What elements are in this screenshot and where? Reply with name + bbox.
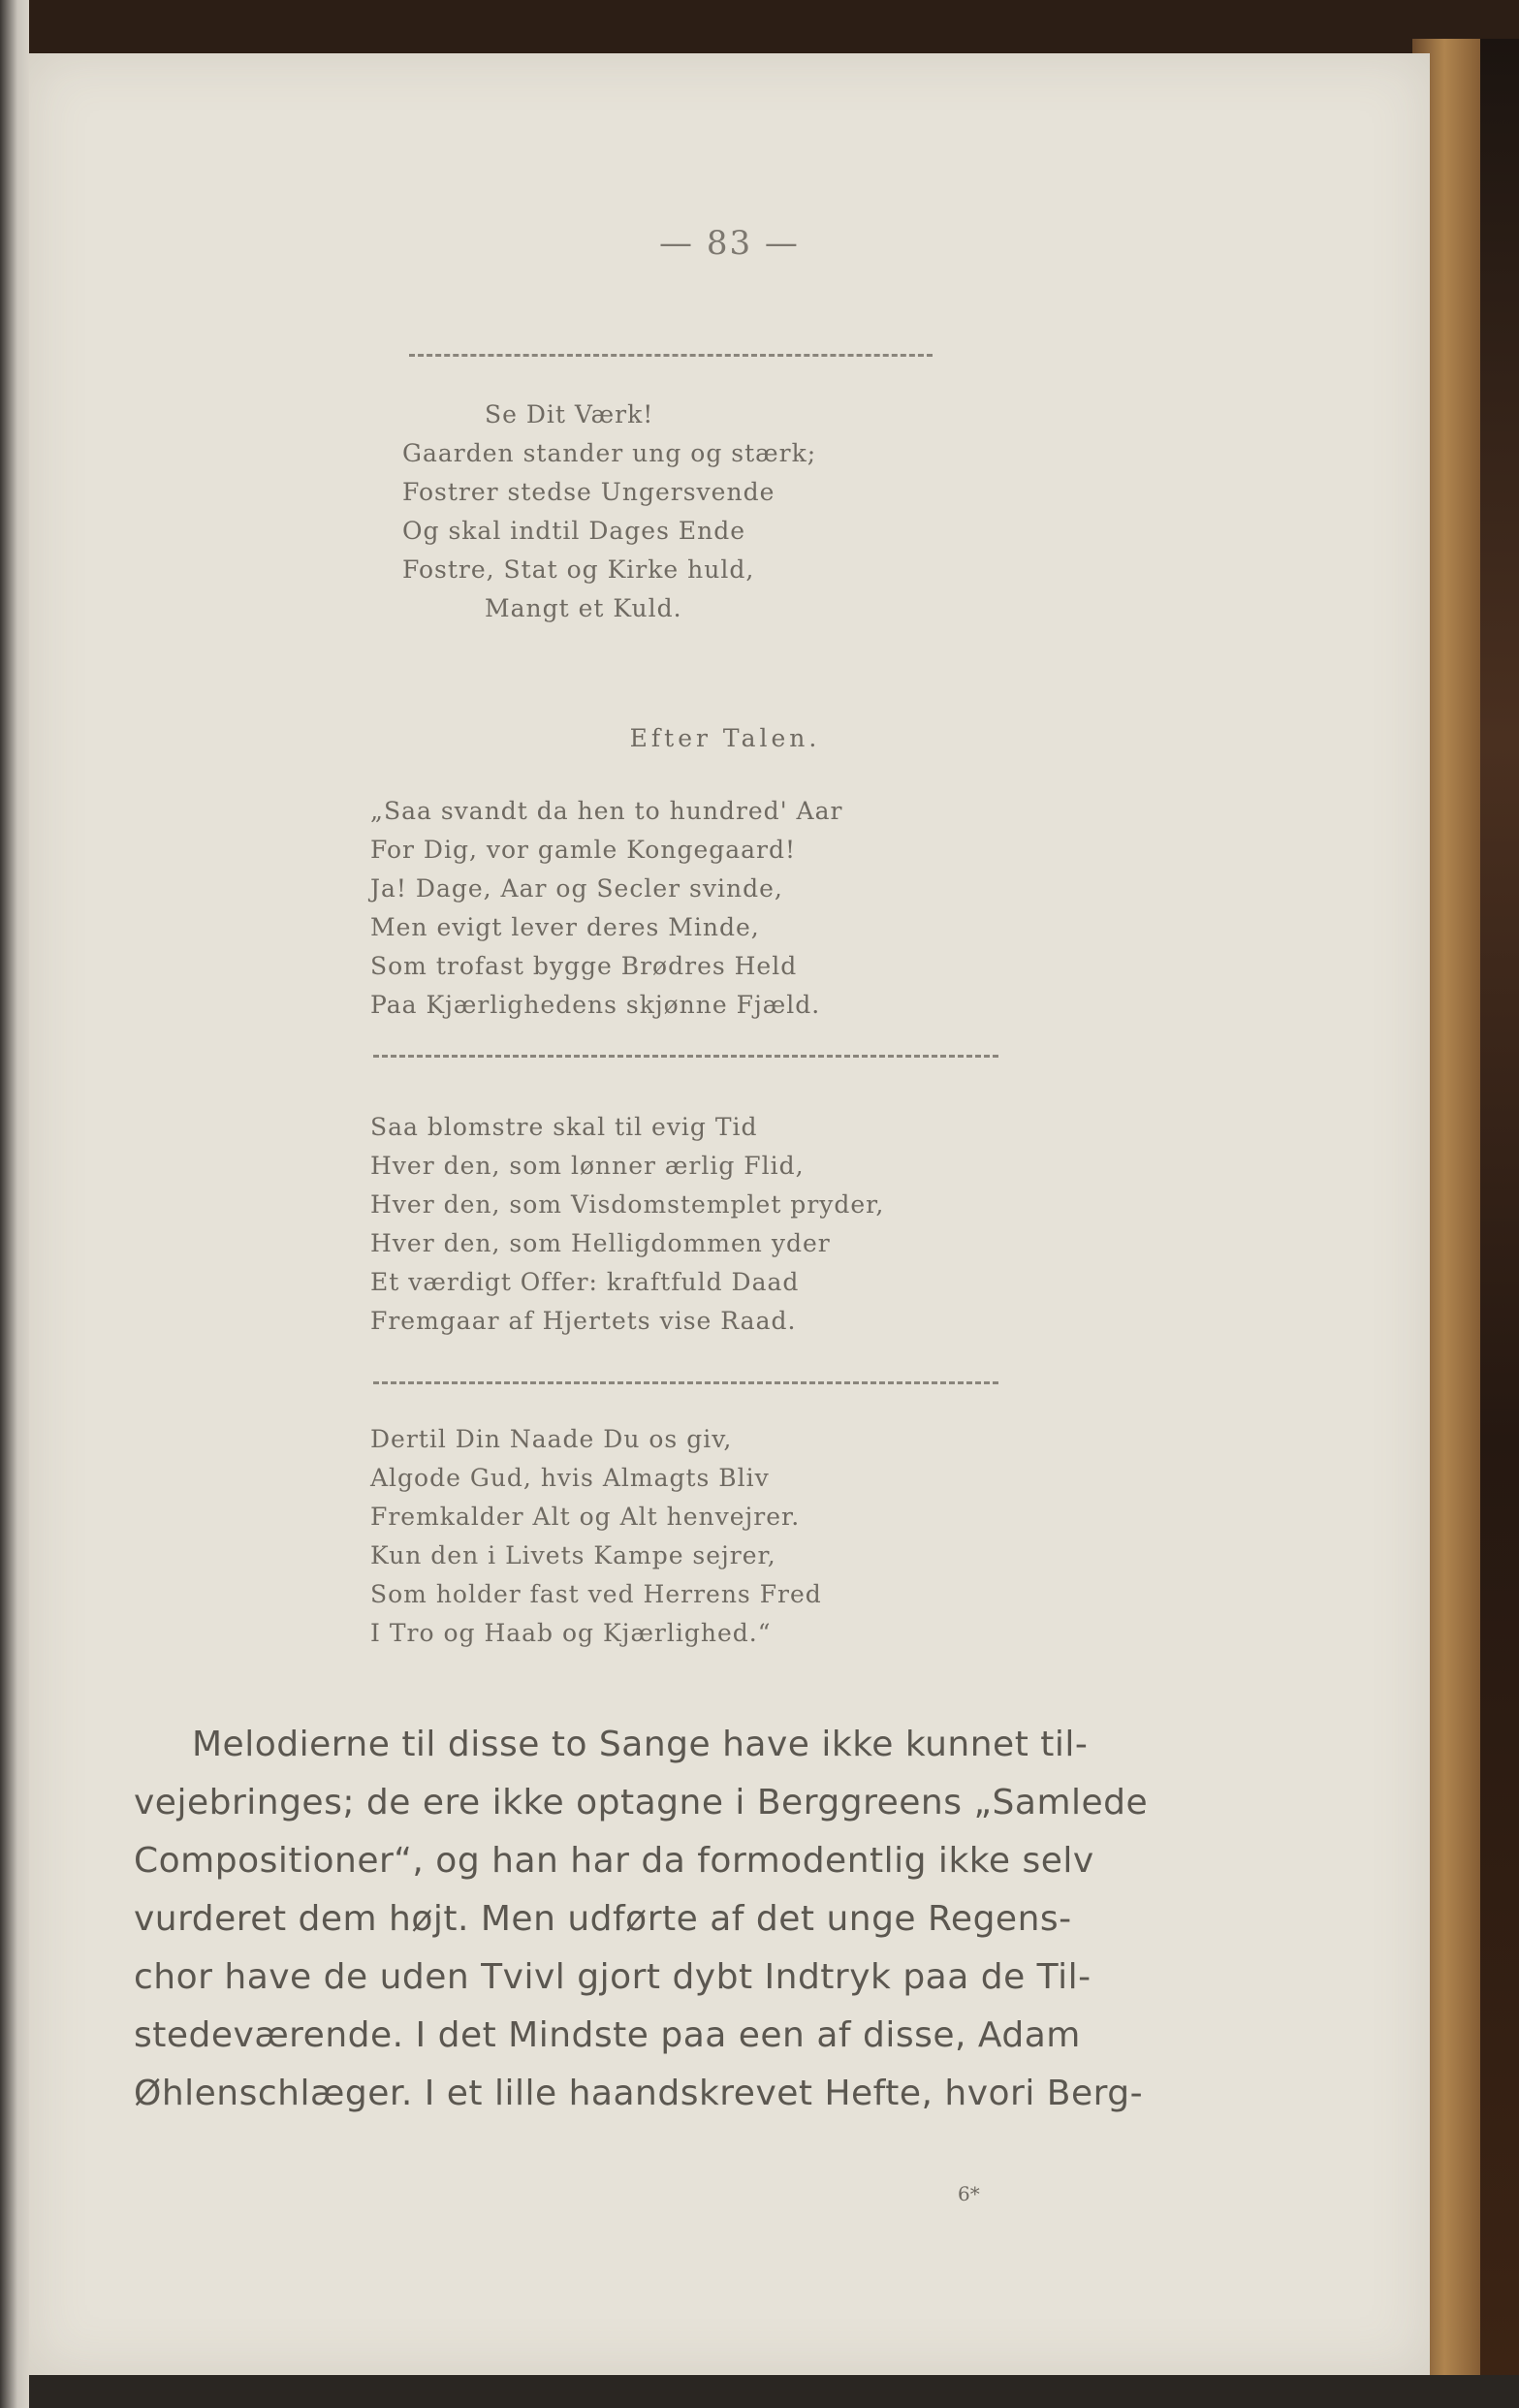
poem-line: Som trofast bygge Brødres Held [370,952,798,980]
poem-line: Gaarden stander ung og stærk; [402,439,817,467]
poem-stanza-2 [370,792,842,1025]
dashed-rule-top [409,354,933,357]
prose-line: vurderet dem højt. Men udførte af det unge Regens- [134,1899,1072,1939]
poem-line: Fostrer stedse Ungersvende [402,478,775,506]
poem-line: Fremkalder Alt og Alt henvejrer. [370,1503,801,1531]
poem-line: I Tro og Haab og Kjærlighed.“ [370,1619,772,1647]
prose-line: stedeværende. I det Mindste paa een af disse, Adam [134,2015,1081,2055]
poem-line: Fostre, Stat og Kirke huld, [402,555,755,584]
poem-line: Dertil Din Naade Du os giv, [370,1425,733,1453]
poem-stanza-3 [370,1108,884,1341]
prose-line: chor have de uden Tvivl gjort dybt Indtryk paa de Til- [134,1957,1092,1997]
prose-line: Melodierne til disse to Sange have ikke kunnet til- [192,1725,1089,1764]
poem-line: Og skal indtil Dages Ende [402,517,746,545]
poem-line: Som holder fast ved Herrens Fred [370,1580,822,1608]
poem-line: „Saa svandt da hen to hundred' Aar [370,797,843,825]
poem-line: Men evigt lever deres Minde, [370,913,760,941]
book-page [29,53,1430,2375]
poem-line: Paa Kjærlighedens skjønne Fjæld. [370,991,821,1019]
poem-line: Hver den, som Helligdommen yder [370,1229,831,1257]
poem-line: Et værdigt Offer: kraftfuld Daad [370,1268,800,1296]
poem-line: For Dig, vor gamle Kongegaard! [370,836,797,864]
signature-mark: 6* [958,2182,980,2205]
poem-line: Se Dit Værk! [485,400,654,428]
dashed-rule-middle [373,1055,998,1058]
left-page-edge [0,0,29,2408]
poem-line: Hver den, som Visdomstemplet pryder, [370,1190,885,1219]
book-cover-shadow [1480,39,1519,2375]
poem-line: Mangt et Kuld. [485,594,682,622]
poem-line: Fremgaar af Hjertets vise Raad. [370,1307,797,1335]
page-number: — 83 — [659,224,800,263]
poem-line: Algode Gud, hvis Almagts Bliv [370,1464,770,1492]
book-top-edge [0,0,1519,58]
dashed-rule-lower [373,1381,998,1384]
poem-line: Ja! Dage, Aar og Secler svinde, [370,874,783,903]
poem-line: Kun den i Livets Kampe sejrer, [370,1541,776,1569]
poem-stanza-1 [402,396,816,628]
prose-line: Compositioner“, og han har da formodentlig ikke selv [134,1841,1094,1881]
prose-paragraph [134,1716,1200,2123]
prose-line: vejebringes; de ere ikke optagne i Berggreens „Samlede [134,1783,1149,1822]
prose-line: Øhlenschlæger. I et lille haandskrevet Hefte, hvori Berg- [134,2074,1144,2113]
poem-line: Saa blomstre skal til evig Tid [370,1113,758,1141]
section-heading: Efter Talen. [629,724,821,752]
poem-line: Hver den, som lønner ærlig Flid, [370,1152,805,1180]
poem-stanza-4 [370,1420,822,1653]
